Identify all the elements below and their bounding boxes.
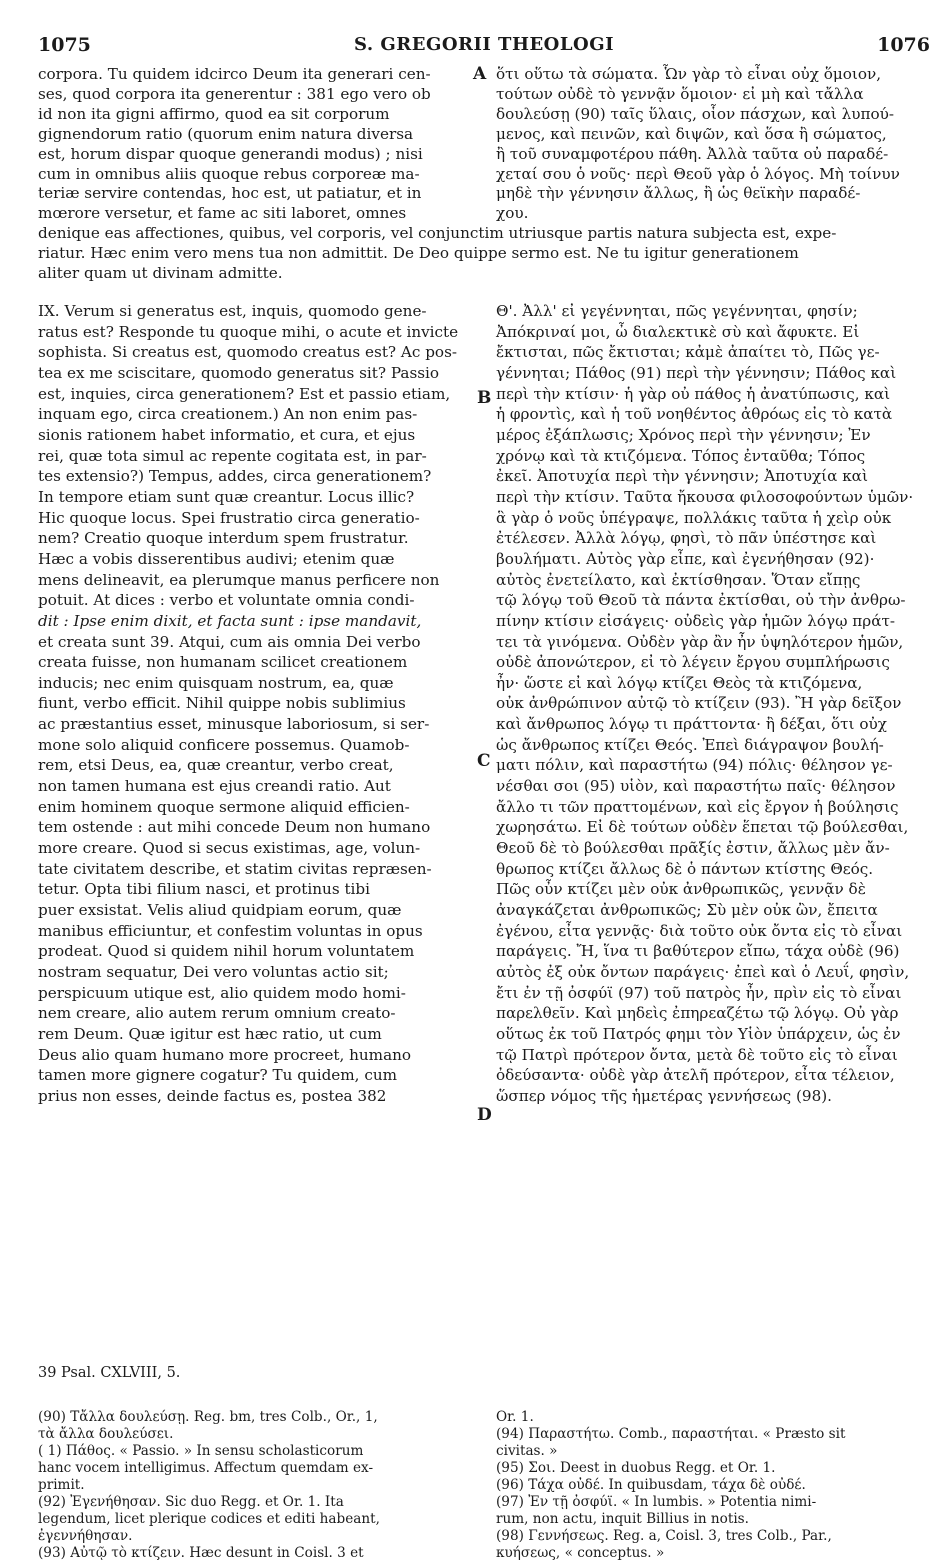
page-number-right: 1076 [877, 34, 930, 56]
text-line: θρωπος κτίζει ἄλλως δὲ ὁ πάντων κτίστης Θεός. [496, 859, 874, 878]
note-line: rum, non actu, inquit Billius in notis. [496, 1511, 749, 1527]
text-line: rem Deum. Quæ igitur est hæc ratio, ut cum [38, 1024, 382, 1043]
text-line: prodeat. Quod si quidem nihil horum voluntatem [38, 942, 415, 961]
note-line: (95) Σοι. Deest in duobus Regg. et Or. 1. [496, 1460, 776, 1476]
page-number-left: 1075 [38, 34, 91, 56]
note-line: primit. [38, 1477, 85, 1493]
text-line-italic: dit : Ipse enim dixit, et facta sunt : ipse mandavit, [38, 611, 422, 630]
text-line: cum in omnibus aliis quoque rebus corporeæ ma- [38, 164, 420, 183]
note-line: Or. 1. [496, 1409, 534, 1425]
page-header [38, 34, 930, 58]
text-line: χου. [496, 204, 529, 223]
text-line: χωρησάτω. Εἰ δὲ τούτων οὐδὲν ἕπεται τῷ βούλεσθαι, [496, 818, 909, 837]
text-line: gignendorum ratio (quorum enim natura diversa [38, 124, 414, 143]
text-line: βουλήματι. Αὐτὸς γὰρ εἶπε, καὶ ἐγενήθησαν (92)· [496, 549, 875, 568]
text-line: denique eas affectiones, quibus, vel corporis, vel conjunctim utriusque partis natura subjecta est, expe- [38, 224, 837, 242]
text-line: et creata sunt 39. Atqui, cum ais omnia Dei verbo [38, 632, 421, 651]
text-line: tetur. Opta tibi filium nasci, et protinus tibi [38, 880, 370, 899]
text-line: ὀδεύσαντα· οὐδὲ γὰρ ἀτελῆ πρότερον, εἶτα τέλειον, [496, 1066, 895, 1085]
text-line: ἡ φροντὶς, καὶ ἡ τοῦ νοηθέντος ἀθρόως εἰς τὸ κατὰ [496, 405, 893, 424]
text-line: riatur. Hæc enim vero mens tua non admittit. De Deo quippe sermo est. Ne tu igitur generationem [38, 243, 799, 262]
text-line: Θεοῦ δὲ τὸ βούλεσθαι πρᾶξίς ἐστιν, ἄλλως μὲν ἄν- [496, 839, 890, 858]
latin-column-2 [38, 301, 484, 1107]
text-line: ratus est? Responde tu quoque mihi, o acute et invicte [38, 322, 459, 341]
text-line: sionis rationem habet informatio, et cura, et ejus [38, 425, 416, 444]
text-line: χρόνῳ καὶ τὰ κτιζόμενα. Τόπος ἐνταῦθα; Τόπος [496, 446, 866, 465]
note-line: (98) Γεννήσεως. Reg. a, Coisl. 3, tres Colb., Par., [496, 1528, 832, 1544]
text-line: aliter quam ut divinam admitte. [38, 263, 283, 282]
text-line: enim hominem quoque sermone aliquid efficien- [38, 797, 410, 816]
text-line: ματι πόλιν, καὶ παραστήτω (94) πόλις· θέλησον γε- [496, 756, 893, 775]
text-line: prius non esses, deinde factus es, postea 382 [38, 1086, 387, 1105]
text-line: inducis; nec enim quisquam nostrum, ea, quæ [38, 673, 394, 692]
note-line: (92) Ἐγενήθησαν. Sic duo Regg. et Or. 1. Ita [38, 1494, 344, 1510]
text-line: non tamen humana est ejus creandi ratio. Aut [38, 777, 391, 796]
text-line: καὶ ἄνθρωπος λόγῳ τι πράττοντα· ἢ δέξαι, ὅτι οὐχ [496, 715, 887, 734]
text-line: αὐτὸς ἐξ οὐκ ὄντων παράγεις· ἐπεὶ καὶ ὁ Λευΐ, φησὶν, [496, 963, 910, 981]
text-line: ἐτέλεσεν. Ἀλλὰ λόγῳ, φησὶ, τὸ πᾶν ὑπέστησε καὶ [496, 529, 877, 548]
note-line: ( 1) Πάθος. « Passio. » In sensu scholasticorum [38, 1443, 364, 1459]
text-line: mens delineavit, ea plerumque manus perficere non [38, 570, 440, 589]
greek-column-2 [496, 301, 930, 1107]
note-line: κυήσεως, « conceptus. » [496, 1545, 665, 1561]
text-line: παράγεις. Ἤ, ἵνα τι βαθύτερον εἴπω, τάχα οὐδὲ (96) [496, 942, 900, 961]
text-line: est, horum dispar quoque generandi modus) ; nisi [38, 144, 423, 163]
text-line: μηδὲ τὴν γέννησιν ἄλλως, ἢ ὡς θεϊκὴν παραδέ- [496, 184, 861, 203]
text-line: Deus alio quam humano more procreet, humano [38, 1045, 412, 1064]
text-line: γέννηται; Πάθος (91) περὶ τὴν γέννησιν; Πάθος καὶ [496, 363, 897, 382]
text-line: more creare. Quod si secus existimas, age, volun- [38, 839, 421, 858]
text-line: τει τὰ γινόμενα. Οὐδὲν γὰρ ἂν ἦν ὑψηλότερον ἡμῶν, [496, 632, 904, 651]
text-line: IX. Verum si generatus est, inquis, quomodo gene- [38, 302, 427, 320]
margin-letter-b: B [477, 388, 492, 408]
text-line: τῷ Πατρὶ πρότερον ὄντα, μετὰ δὲ τοῦτο εἰς τὸ εἶναι [496, 1045, 898, 1064]
margin-letter-d: D [477, 1105, 492, 1125]
note-line: (96) Τάχα οὐδέ. In quibusdam, τάχα δὲ οὐδέ. [496, 1477, 806, 1493]
latin-column-1 [38, 64, 487, 224]
note-line: legendum, licet plerique codices et editi habeant, [38, 1511, 380, 1527]
text-line: μέρος ἐξάπλωσις; Χρόνος περὶ τὴν γέννησιν; Ἐν [496, 425, 871, 444]
text-line: tem ostende : aut mihi concede Deum non humano [38, 818, 431, 837]
note-line: (90) Τἄλλα δουλεύσῃ. Reg. bm, tres Colb., Or., 1, [38, 1409, 378, 1425]
text-line: νέσθαι σοι (95) υἱὸν, καὶ παραστήτω παῖς· θέλησον [496, 777, 896, 796]
text-line: teriæ servire contendas, hoc est, ut patiatur, et in [38, 184, 422, 203]
text-line: tate civitatem describe, et statim civitas repræsen- [38, 859, 432, 878]
text-line: ἢ τοῦ συναμφοτέρου πάθη. Ἀλλὰ ταῦτα οὐ παραδέ- [496, 144, 889, 163]
margin-letter-c: C [477, 751, 491, 771]
text-line: ἐκεῖ. Ἀποτυχία περὶ τὴν γέννησιν; Ἀποτυχία καὶ [496, 467, 868, 486]
text-line: nem? Creatio quoque interdum spem frustratur. [38, 529, 409, 548]
text-line: mœrore versetur, et fame ac siti laboret, omnes [38, 204, 407, 223]
text-line: ὅτι οὕτω τὰ σώματα. Ὧν γὰρ τὸ εἶναι οὐχ ὅμοιον, [496, 65, 882, 83]
margin-letter-a: A [473, 64, 487, 84]
text-line: οὐδὲ ἀπονώτερον, εἰ τὸ λέγειν ἔργου συμπλήρωσις [496, 653, 890, 672]
text-line: ὡς ἄνθρωπος κτίζει Θεός. Ἐπεὶ διάγραψον βουλή- [496, 735, 884, 754]
text-line: perspicuum utique est, alio quidem modo homi- [38, 983, 406, 1002]
text-line: tamen more gignere cogatur? Tu quidem, cum [38, 1066, 398, 1085]
text-line: rei, quæ tota simul ac repente cogitata est, in par- [38, 446, 427, 465]
text-line: tea ex me sciscitare, quomodo generatus sit? Passio [38, 363, 440, 382]
text-line: nostram sequatur, Dei vero voluntas actio sit; [38, 963, 389, 981]
text-line: τῷ λόγῳ τοῦ Θεοῦ τὰ πάντα ἐκτίσθαι, οὐ τὴν ἀνθρω- [496, 591, 906, 610]
text-line: ἀναγκάζεται ἀνθρωπικῶς; Σὺ μὲν οὐκ ὢν, ἔπειτα [496, 901, 878, 920]
running-title: S. GREGORII THEOLOGI [354, 34, 614, 55]
text-line: Θ'. Ἀλλ' εἰ γεγέννηται, πῶς γεγέννηται, φησίν; [496, 302, 858, 320]
text-line: Hic quoque locus. Spei frustratio circa generatio- [38, 508, 420, 527]
note-line: civitas. » [496, 1443, 558, 1459]
text-line: ἐγένου, εἶτα γεννᾷς· διὰ τοῦτο οὐκ ὄντα εἰς τὸ εἶναι [496, 921, 903, 940]
text-line: παρελθεῖν. Καὶ μηδεὶς ἐπηρεαζέτω τῷ λόγῳ. Οὐ γὰρ [496, 1004, 899, 1023]
text-line: mone solo aliquid conficere possemus. Quamob- [38, 735, 410, 754]
text-line: πίνην κτίσιν εἰσάγεις· οὐδεὶς γὰρ ἡμῶν λόγῳ πράτ- [496, 611, 896, 630]
note-line: hanc vocem intelligimus. Affectum quemdam ex- [38, 1460, 374, 1476]
note-line: ἐγεννήθησαν. [38, 1528, 133, 1544]
full-width-paragraph [38, 224, 930, 284]
text-line: inquam ego, circa creationem.) An non enim pas- [38, 405, 418, 424]
text-line: αὐτὸς ἐνετείλατο, καὶ ἐκτίσθησαν. Ὅταν εἴπῃς [496, 570, 861, 589]
text-line: ἦν· ὥστε εἰ καὶ λόγῳ κτίζει Θεὸς τὰ κτιζόμενα, [496, 673, 863, 692]
text-line: ἔκτισται, πῶς ἔκτισται; κἀμὲ ἀπαίτει τὸ, Πῶς γε- [496, 343, 880, 362]
text-line: Πῶς οὖν κτίζει μὲν οὐκ ἀνθρωπικῶς, γεννᾷν δὲ [496, 880, 866, 899]
text-line: id non ita gigni affirmo, quod ea sit corporum [38, 104, 390, 123]
text-line: Ἀπόκριναί μοι, ὦ διαλεκτικὲ σὺ καὶ ἄφυκτε. Εἰ [496, 322, 860, 341]
text-line: χεταί σου ὁ νοῦς· περὶ Θεοῦ γὰρ ὁ λόγος. Μὴ τοίνυν [496, 164, 900, 183]
text-line: περὶ τὴν κτίσιν. Ταῦτα ἤκουσα φιλοσοφούντων ὑμῶν· [496, 487, 914, 506]
text-line: ἔτι ἐν τῇ ὀσφύϊ (97) τοῦ πατρὸς ἦν, πρὶν εἰς τὸ εἶναι [496, 983, 902, 1002]
text-line: puer exsistat. Velis aliud quidpiam eorum, quæ [38, 901, 402, 920]
text-line: nem creare, alio autem rerum omnium creato- [38, 1004, 396, 1023]
text-line: fiunt, verbo efficit. Nihil quippe nobis sublimius [38, 694, 406, 713]
text-line: creata fuisse, non humanam scilicet creationem [38, 653, 408, 672]
text-line: οὕτως ἐκ τοῦ Πατρός φημι τὸν Υἱὸν ὑπάρχειν, ὡς ἐν [496, 1024, 901, 1043]
text-line: δουλεύσῃ (90) ταῖς ὕλαις, οἷον πάσχων, καὶ λυπού- [496, 104, 894, 123]
text-line: est, inquies, circa generationem? Est et passio etiam, [38, 384, 451, 403]
text-line: In tempore etiam sunt quæ creantur. Locus illic? [38, 487, 415, 506]
text-line: manibus efficiuntur, et confestim voluntas in opus [38, 921, 423, 940]
text-line: Hæc a vobis disserentibus audivi; etenim quæ [38, 549, 395, 568]
note-line: (97) Ἐν τῇ ὀσφύϊ. « In lumbis. » Potentia nimi- [496, 1494, 817, 1510]
text-line: ac præstantius esset, minusque laboriosum, si ser- [38, 715, 430, 734]
text-line: ses, quod corpora ita generentur : 381 ego vero ob [38, 84, 431, 103]
text-line: οὐκ ἀνθρώπινον αὐτῷ τὸ κτίζειν (93). Ἢ γὰρ δεῖξον [496, 694, 902, 713]
scripture-footnote: 39 Psal. CXLVIII, 5. [38, 1365, 181, 1381]
greek-column-1 [496, 65, 930, 224]
text-line: potuit. At dices : verbo et voluntate omnia condi- [38, 591, 415, 610]
note-line: (93) Αὐτῷ τὸ κτίζειν. Hæc desunt in Coisl. 3 et [38, 1545, 364, 1561]
text-line: ὥσπερ νόμος τῆς ἡμετέρας γεννήσεως (98). [496, 1086, 833, 1105]
text-line: rem, etsi Deus, ea, quæ creantur, verbo creat, [38, 756, 394, 775]
note-line: τὰ ἄλλα δουλεύσει. [38, 1426, 174, 1442]
text-line: μενος, καὶ πεινῶν, καὶ διψῶν, καὶ ὅσα ἢ σώματος, [496, 124, 887, 143]
notes-left-column [38, 1409, 380, 1562]
text-line: sophista. Si creatus est, quomodo creatus est? Ac pos- [38, 343, 457, 362]
text-line: ἃ γὰρ ὁ νοῦς ὑπέγραψε, πολλάκις ταῦτα ἡ χεὶρ οὐκ [496, 508, 892, 527]
text-line: περὶ τὴν κτίσιν· ἡ γὰρ οὐ πάθος ἡ ἀνατύπωσις, καὶ [496, 384, 891, 403]
note-line: (94) Παραστήτω. Comb., παραστήται. « Præsto sit [496, 1426, 846, 1442]
text-line: tes extensio?) Tempus, addes, circa generationem? [38, 467, 432, 486]
text-line: ἄλλο τι τῶν πραττομένων, καὶ εἰς ἔργον ἡ βούλησις [496, 797, 899, 816]
text-line: corpora. Tu quidem idcirco Deum ita generari cen- [38, 65, 431, 83]
text-line: τούτων οὐδὲ τὸ γεννᾷν ὅμοιον· εἰ μὴ καὶ τἄλλα [496, 84, 864, 103]
notes-right-column [496, 1409, 845, 1562]
